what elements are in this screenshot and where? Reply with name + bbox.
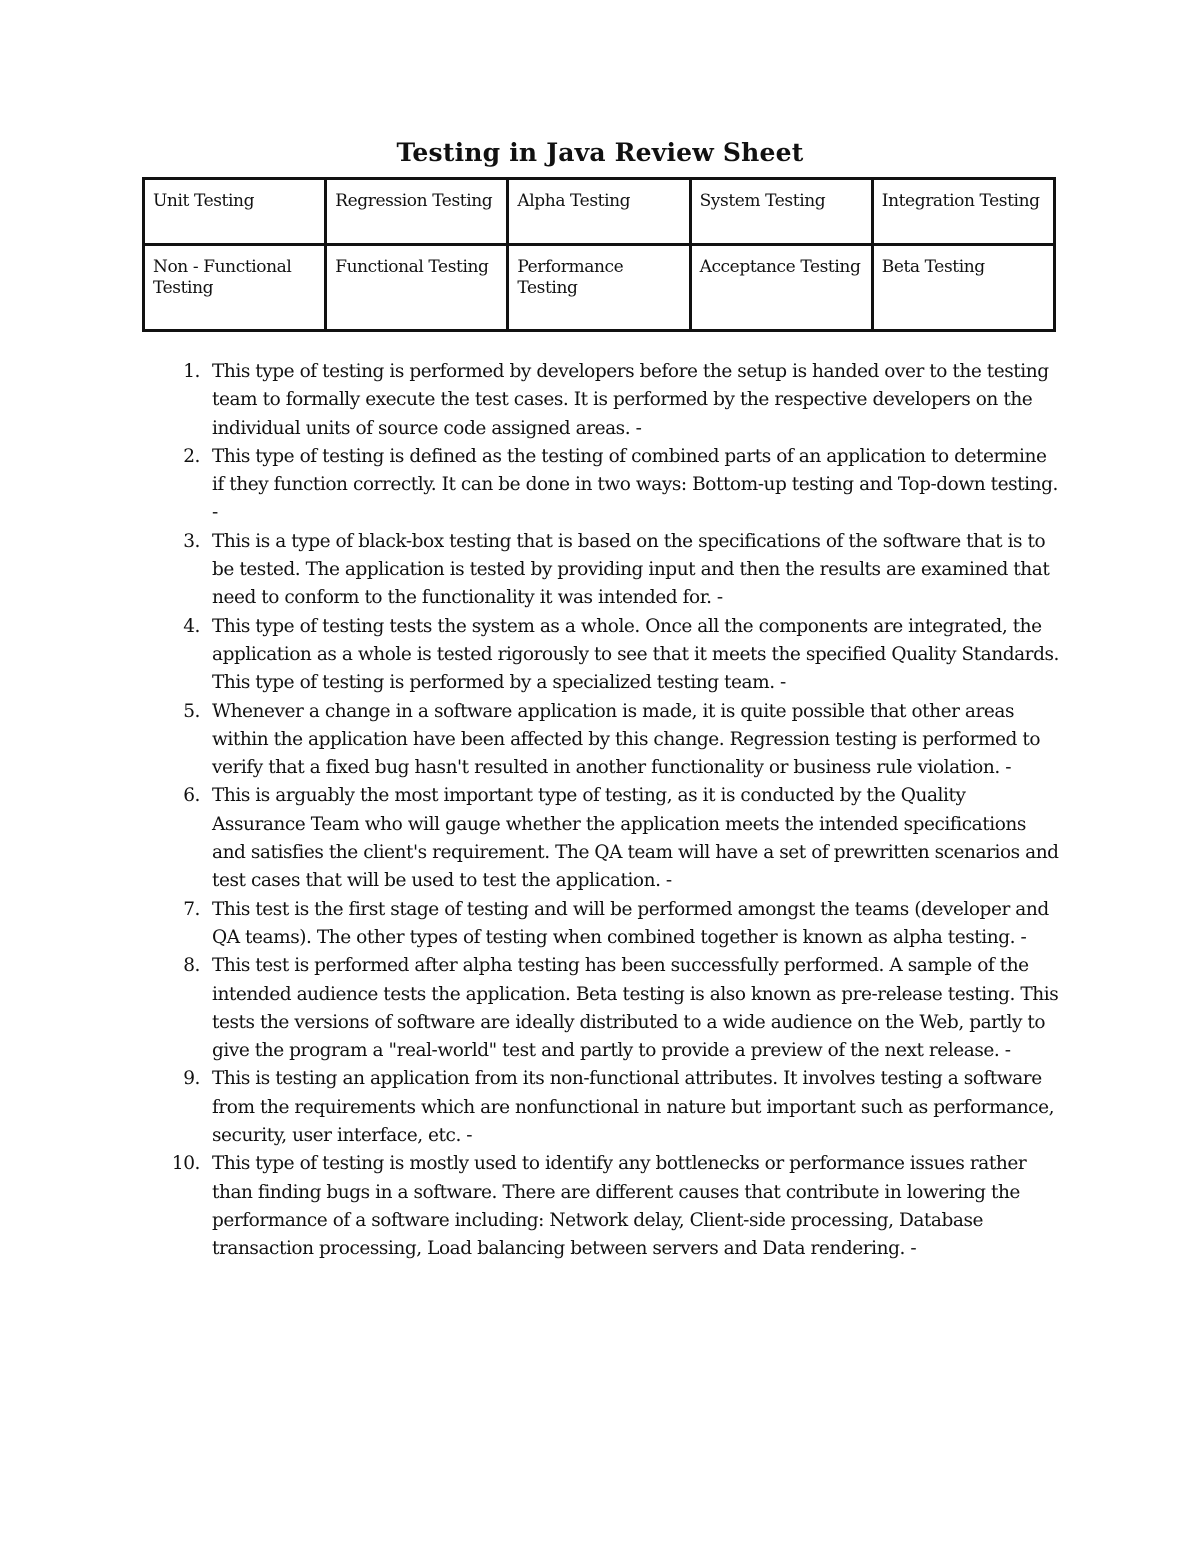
question-list: [160, 358, 1060, 1264]
table-cell: Regression Testing: [326, 179, 508, 245]
list-item: [160, 613, 1060, 698]
question-number: 1.: [183, 361, 200, 382]
list-item: [160, 782, 1060, 895]
question-text: This test is the first stage of testing and will be performed amongst the teams (developer and QA teams). The other types of testing when combined together is known as alpha testing. -: [212, 898, 1049, 948]
question-text: This is arguably the most important type of testing, as it is conducted by the Quality Assurance Team who will gauge whether the application meets the intended specifications and satisfies the client's requirement. The QA team will have a set of prewritten scenarios and test cases that will be used to test the application. -: [212, 785, 1059, 892]
question-number: 8.: [183, 955, 200, 977]
question-text: This test is performed after alpha testing has been successfully performed. A sample of the intended audience tests the application. Beta testing is also known as pre-release testing. This tests the versions of software are ideally distributed to a wide audience on the Web, partly to give the program a "real-world" test and partly to provide a preview of the next release. -: [212, 955, 1059, 1062]
list-item: [160, 698, 1060, 783]
table-cell: Non - Functional Testing: [144, 245, 326, 331]
question-number: 5.: [183, 700, 200, 722]
terms-table: [142, 177, 1056, 332]
question-number: 3.: [183, 530, 200, 552]
list-item: [160, 1065, 1060, 1150]
list-item: [160, 358, 1060, 443]
question-text: Whenever a change in a software application is made, it is quite possible that other areas within the application have been affected by this change. Regression testing is performed to verify that a fixed bug hasn't resulted in another functionality or business rule violation. -: [212, 700, 1041, 779]
question-number: 7.: [183, 898, 200, 920]
table-cell: Functional Testing: [326, 245, 508, 331]
table-cell: Alpha Testing: [508, 179, 690, 245]
question-number: 10.: [171, 1153, 200, 1175]
table-cell: Beta Testing: [872, 245, 1054, 331]
question-text: This type of testing is defined as the testing of combined parts of an application to determine if they function correctly. It can be done in two ways: Bottom-up testing and Top-down testing. -: [212, 445, 1058, 524]
page-title: Testing in Java Review Sheet: [396, 138, 804, 167]
table-row: [144, 245, 1055, 331]
question-text: This type of testing tests the system as a whole. Once all the components are integrated, the application as a whole is tested rigorously to see that it meets the specified Quality Standards. This type of testing is performed by a specialized testing team. -: [212, 615, 1059, 694]
list-item: [160, 1150, 1060, 1263]
table-cell: System Testing: [690, 179, 872, 245]
question-number: 2.: [183, 445, 200, 467]
question-text: This type of testing is mostly used to identify any bottlenecks or performance issues rather than finding bugs in a software. There are different causes that contribute in lowering the performance of a software including: Network delay, Client-side processing, Database transaction processing, Load balancing between servers and Data rendering. -: [212, 1153, 1027, 1260]
table-cell: Acceptance Testing: [690, 245, 872, 331]
table-row: [144, 179, 1055, 245]
question-number: 4.: [183, 615, 200, 637]
table-cell: Unit Testing: [144, 179, 326, 245]
question-text: This is testing an application from its non-functional attributes. It involves testing a software from the requirements which are nonfunctional in nature but important such as performance, security, user interface, etc. -: [212, 1068, 1054, 1147]
list-item: [160, 952, 1060, 1065]
table-cell: Performance Testing: [508, 245, 690, 331]
question-text: This type of testing is performed by developers before the setup is handed over to the testing team to formally execute the test cases. It is performed by the respective developers on the individual units of source code assigned areas. -: [212, 361, 1049, 439]
table-cell: Integration Testing: [872, 179, 1054, 245]
list-item: [160, 528, 1060, 613]
question-text: This is a type of black-box testing that is based on the specifications of the software that is to be tested. The application is tested by providing input and then the results are examined that need to conform to the functionality it was intended for. -: [212, 530, 1050, 609]
list-item: [160, 443, 1060, 528]
question-number: 9.: [183, 1068, 200, 1090]
question-number: 6.: [183, 785, 200, 807]
list-item: [160, 896, 1060, 953]
